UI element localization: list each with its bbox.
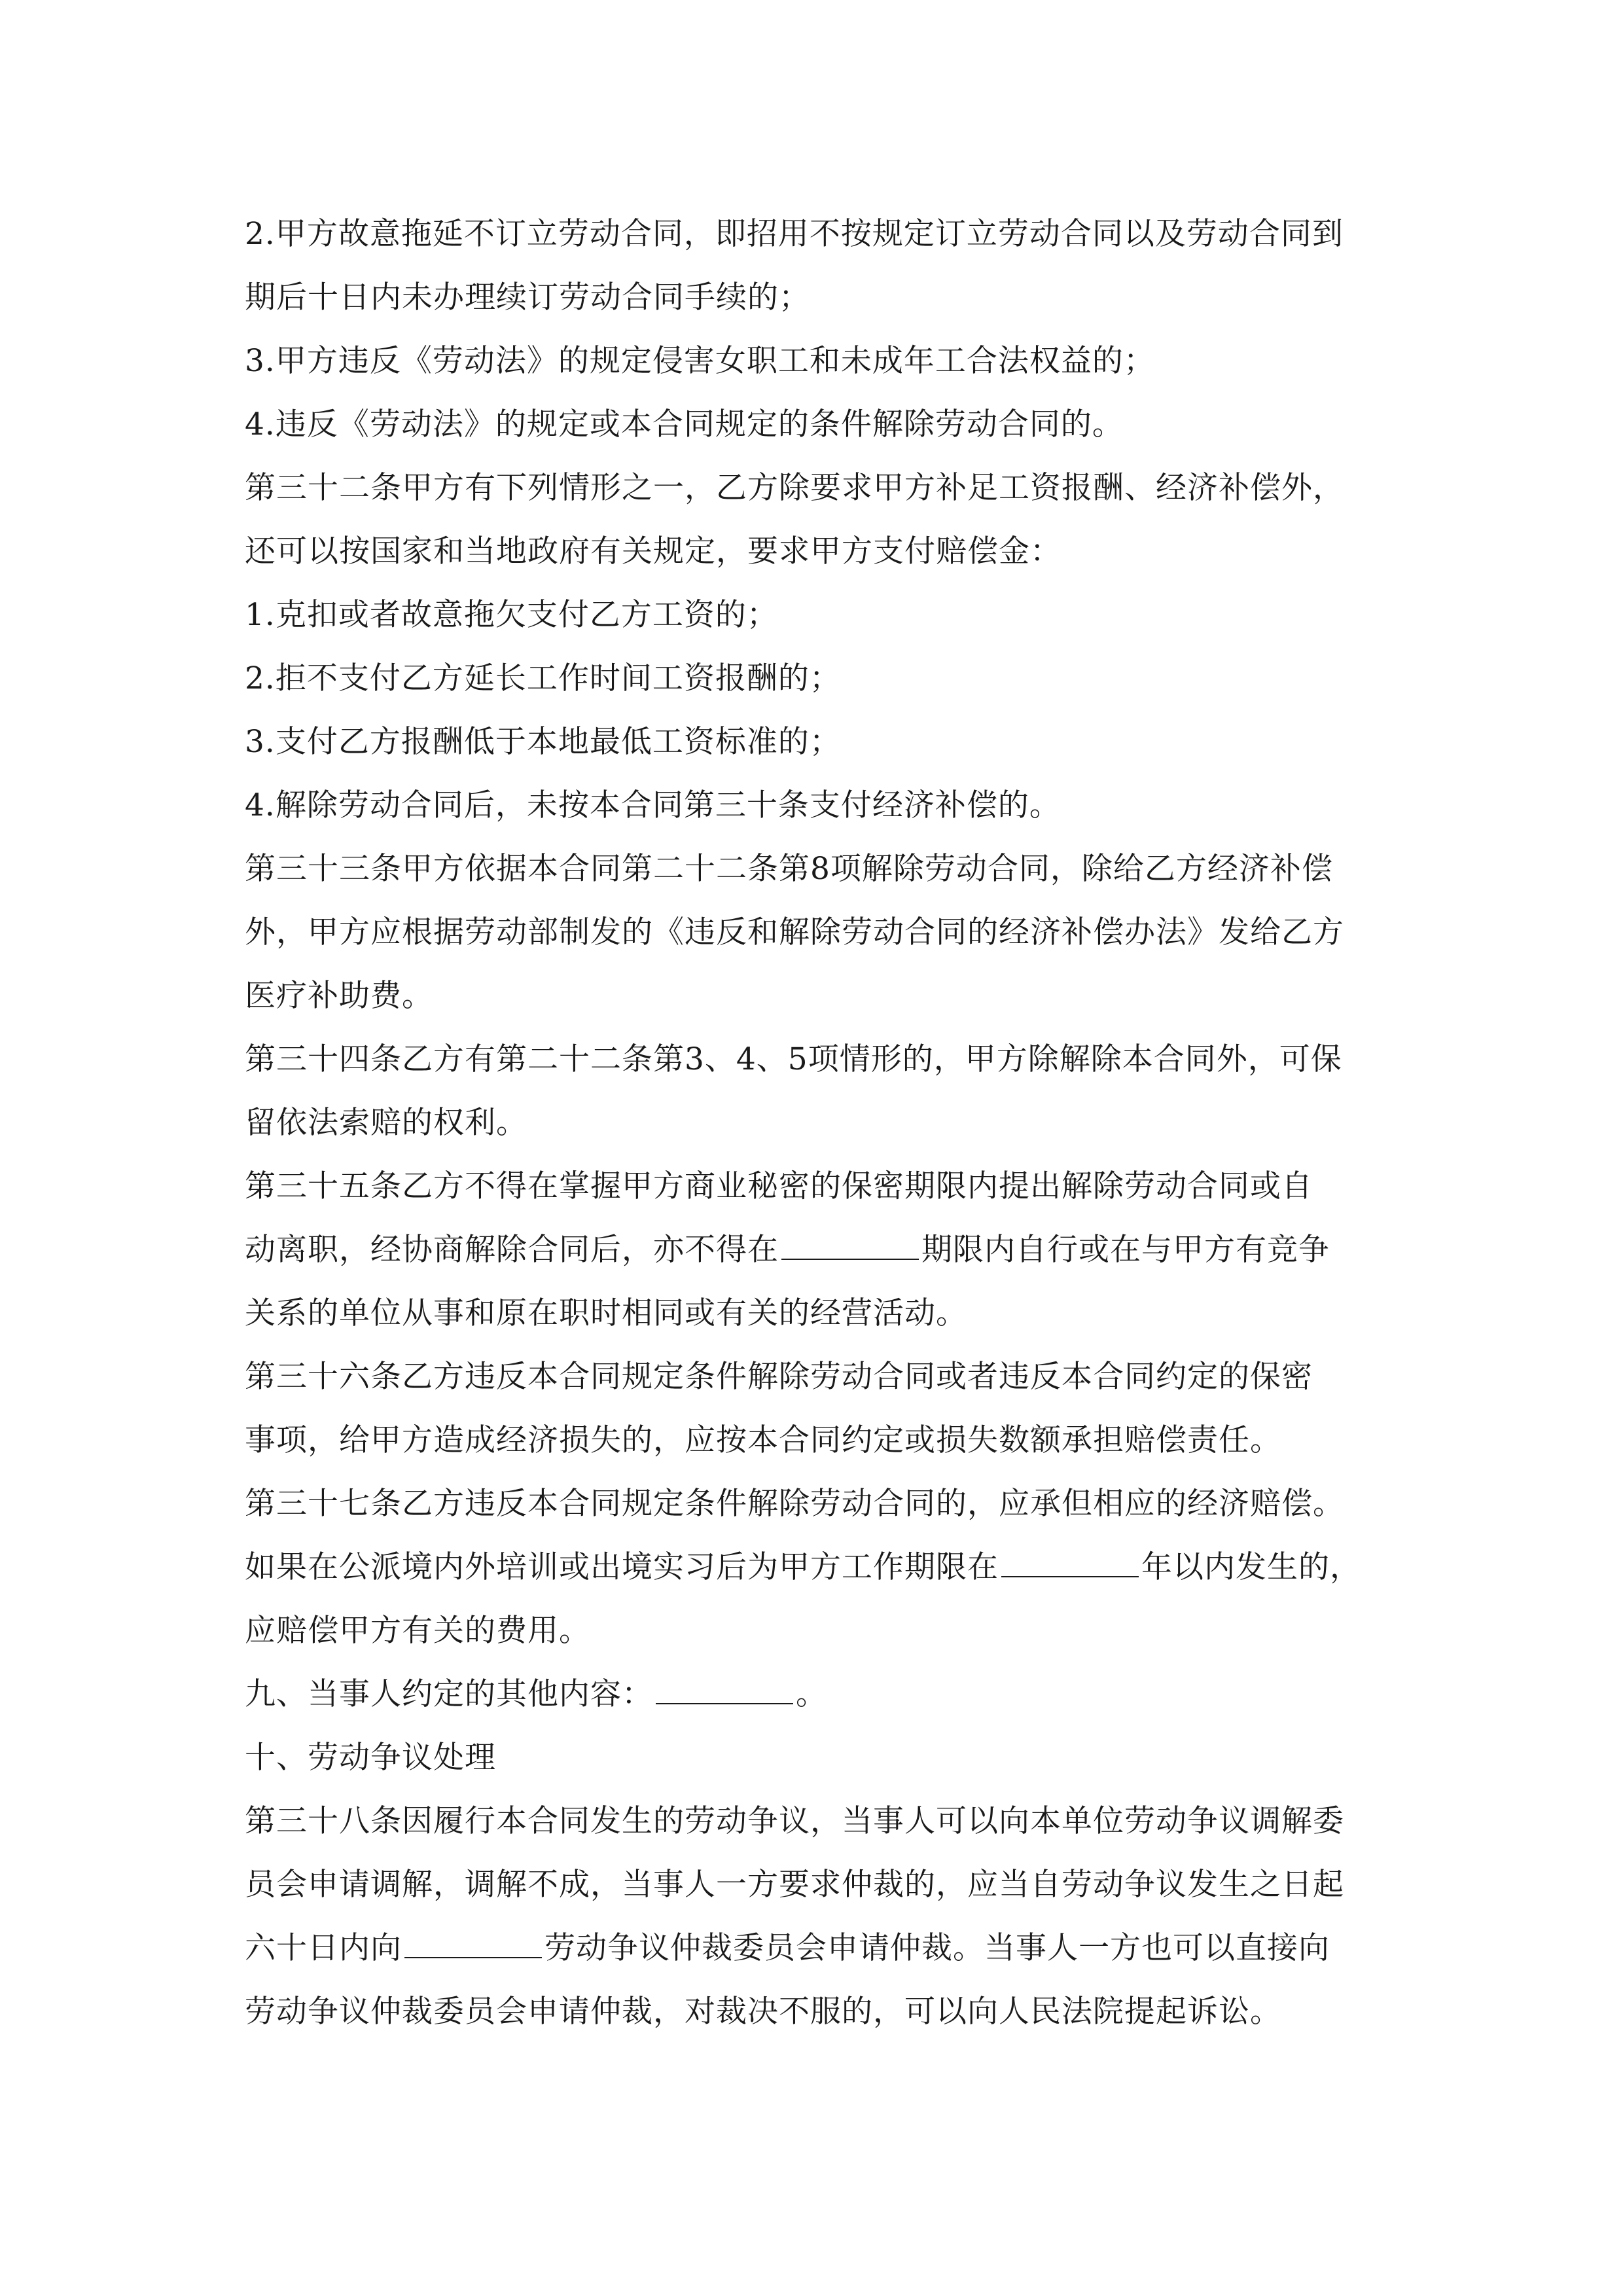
- text-segment: 年以内发生的，: [1141, 1549, 1361, 1585]
- text-line: 还可以按国家和当地政府有关规定，要求甲方支付赔偿金：: [245, 533, 1061, 569]
- text-line: [245, 1916, 1397, 1980]
- text-line: 外，甲方应根据劳动部制发的《违反和解除劳动合同的经济补偿办法》发给乙方: [245, 914, 1344, 950]
- text-line: 第三十二条甲方有下列情形之一，乙方除要求甲方补足工资报酬、经济补偿外，: [245, 470, 1344, 506]
- text-line: 关系的单位从事和原在职时相同或有关的经营活动。: [245, 1295, 967, 1331]
- text-line: 留依法索赔的权利。: [245, 1105, 527, 1141]
- text-line: 期后十日内未办理续订劳动合同手续的；: [245, 279, 810, 315]
- fill-in-blank[interactable]: [1001, 1547, 1139, 1577]
- text-line: 医疗补助费。: [245, 978, 433, 1014]
- text-line: [245, 1535, 1397, 1599]
- text-line: 应赔偿甲方有关的费用。: [245, 1613, 590, 1649]
- fill-in-blank[interactable]: [656, 1674, 793, 1704]
- text-line: 3.甲方违反《劳动法》的规定侵害女职工和未成年工合法权益的；: [245, 343, 1155, 379]
- document-body: [245, 202, 1397, 2043]
- fill-in-blank[interactable]: [404, 1928, 542, 1958]
- text-line: 4.解除劳动合同后，未按本合同第三十条支付经济补偿的。: [245, 787, 1061, 823]
- text-line: 劳动争议仲裁委员会申请仲裁，对裁决不服的，可以向人民法院提起诉讼。: [245, 1994, 1281, 2030]
- text-line: 第三十三条甲方依据本合同第二十二条第8项解除劳动合同，除给乙方经济补偿: [245, 851, 1333, 887]
- text-segment: 九、当事人约定的其他内容：: [245, 1676, 653, 1712]
- text-segment: 如果在公派境内外培训或出境实习后为甲方工作期限在: [245, 1549, 999, 1585]
- text-line: 员会申请调解，调解不成，当事人一方要求仲裁的，应当自劳动争议发生之日起: [245, 1867, 1344, 1903]
- text-line: 4.违反《劳动法》的规定或本合同规定的条件解除劳动合同的。: [245, 406, 1124, 442]
- text-line: 第三十八条因履行本合同发生的劳动争议，当事人可以向本单位劳动争议调解委: [245, 1803, 1344, 1839]
- text-segment: 期限内自行或在与甲方有竞争: [921, 1232, 1330, 1268]
- text-line: 2.甲方故意拖延不订立劳动合同，即招用不按规定订立劳动合同以及劳动合同到: [245, 216, 1344, 252]
- text-line: [245, 1218, 1397, 1282]
- text-segment: 动离职，经协商解除合同后，亦不得在: [245, 1232, 779, 1268]
- text-line: 第三十七条乙方违反本合同规定条件解除劳动合同的，应承但相应的经济赔偿。: [245, 1486, 1344, 1522]
- text-line: [245, 1662, 1397, 1726]
- text-segment: 。: [796, 1676, 827, 1712]
- text-line: 1.克扣或者故意拖欠支付乙方工资的；: [245, 597, 778, 633]
- text-segment: 劳动争议仲裁委员会申请仲裁。当事人一方也可以直接向: [544, 1930, 1330, 1966]
- text-line: 2.拒不支付乙方延长工作时间工资报酬的；: [245, 660, 841, 696]
- fill-in-blank[interactable]: [781, 1230, 919, 1260]
- text-line: 3.支付乙方报酬低于本地最低工资标准的；: [245, 724, 841, 760]
- text-line: 第三十五条乙方不得在掌握甲方商业秘密的保密期限内提出解除劳动合同或自: [245, 1168, 1313, 1204]
- text-line: 第三十六条乙方违反本合同规定条件解除劳动合同或者违反本合同约定的保密: [245, 1359, 1313, 1395]
- text-line: 事项，给甲方造成经济损失的，应按本合同约定或损失数额承担赔偿责任。: [245, 1422, 1281, 1458]
- section-heading: 十、劳动争议处理: [245, 1740, 496, 1776]
- text-segment: 六十日内向: [245, 1930, 402, 1966]
- text-line: 第三十四条乙方有第二十二条第3、4、5项情形的，甲方除解除本合同外，可保: [245, 1041, 1342, 1077]
